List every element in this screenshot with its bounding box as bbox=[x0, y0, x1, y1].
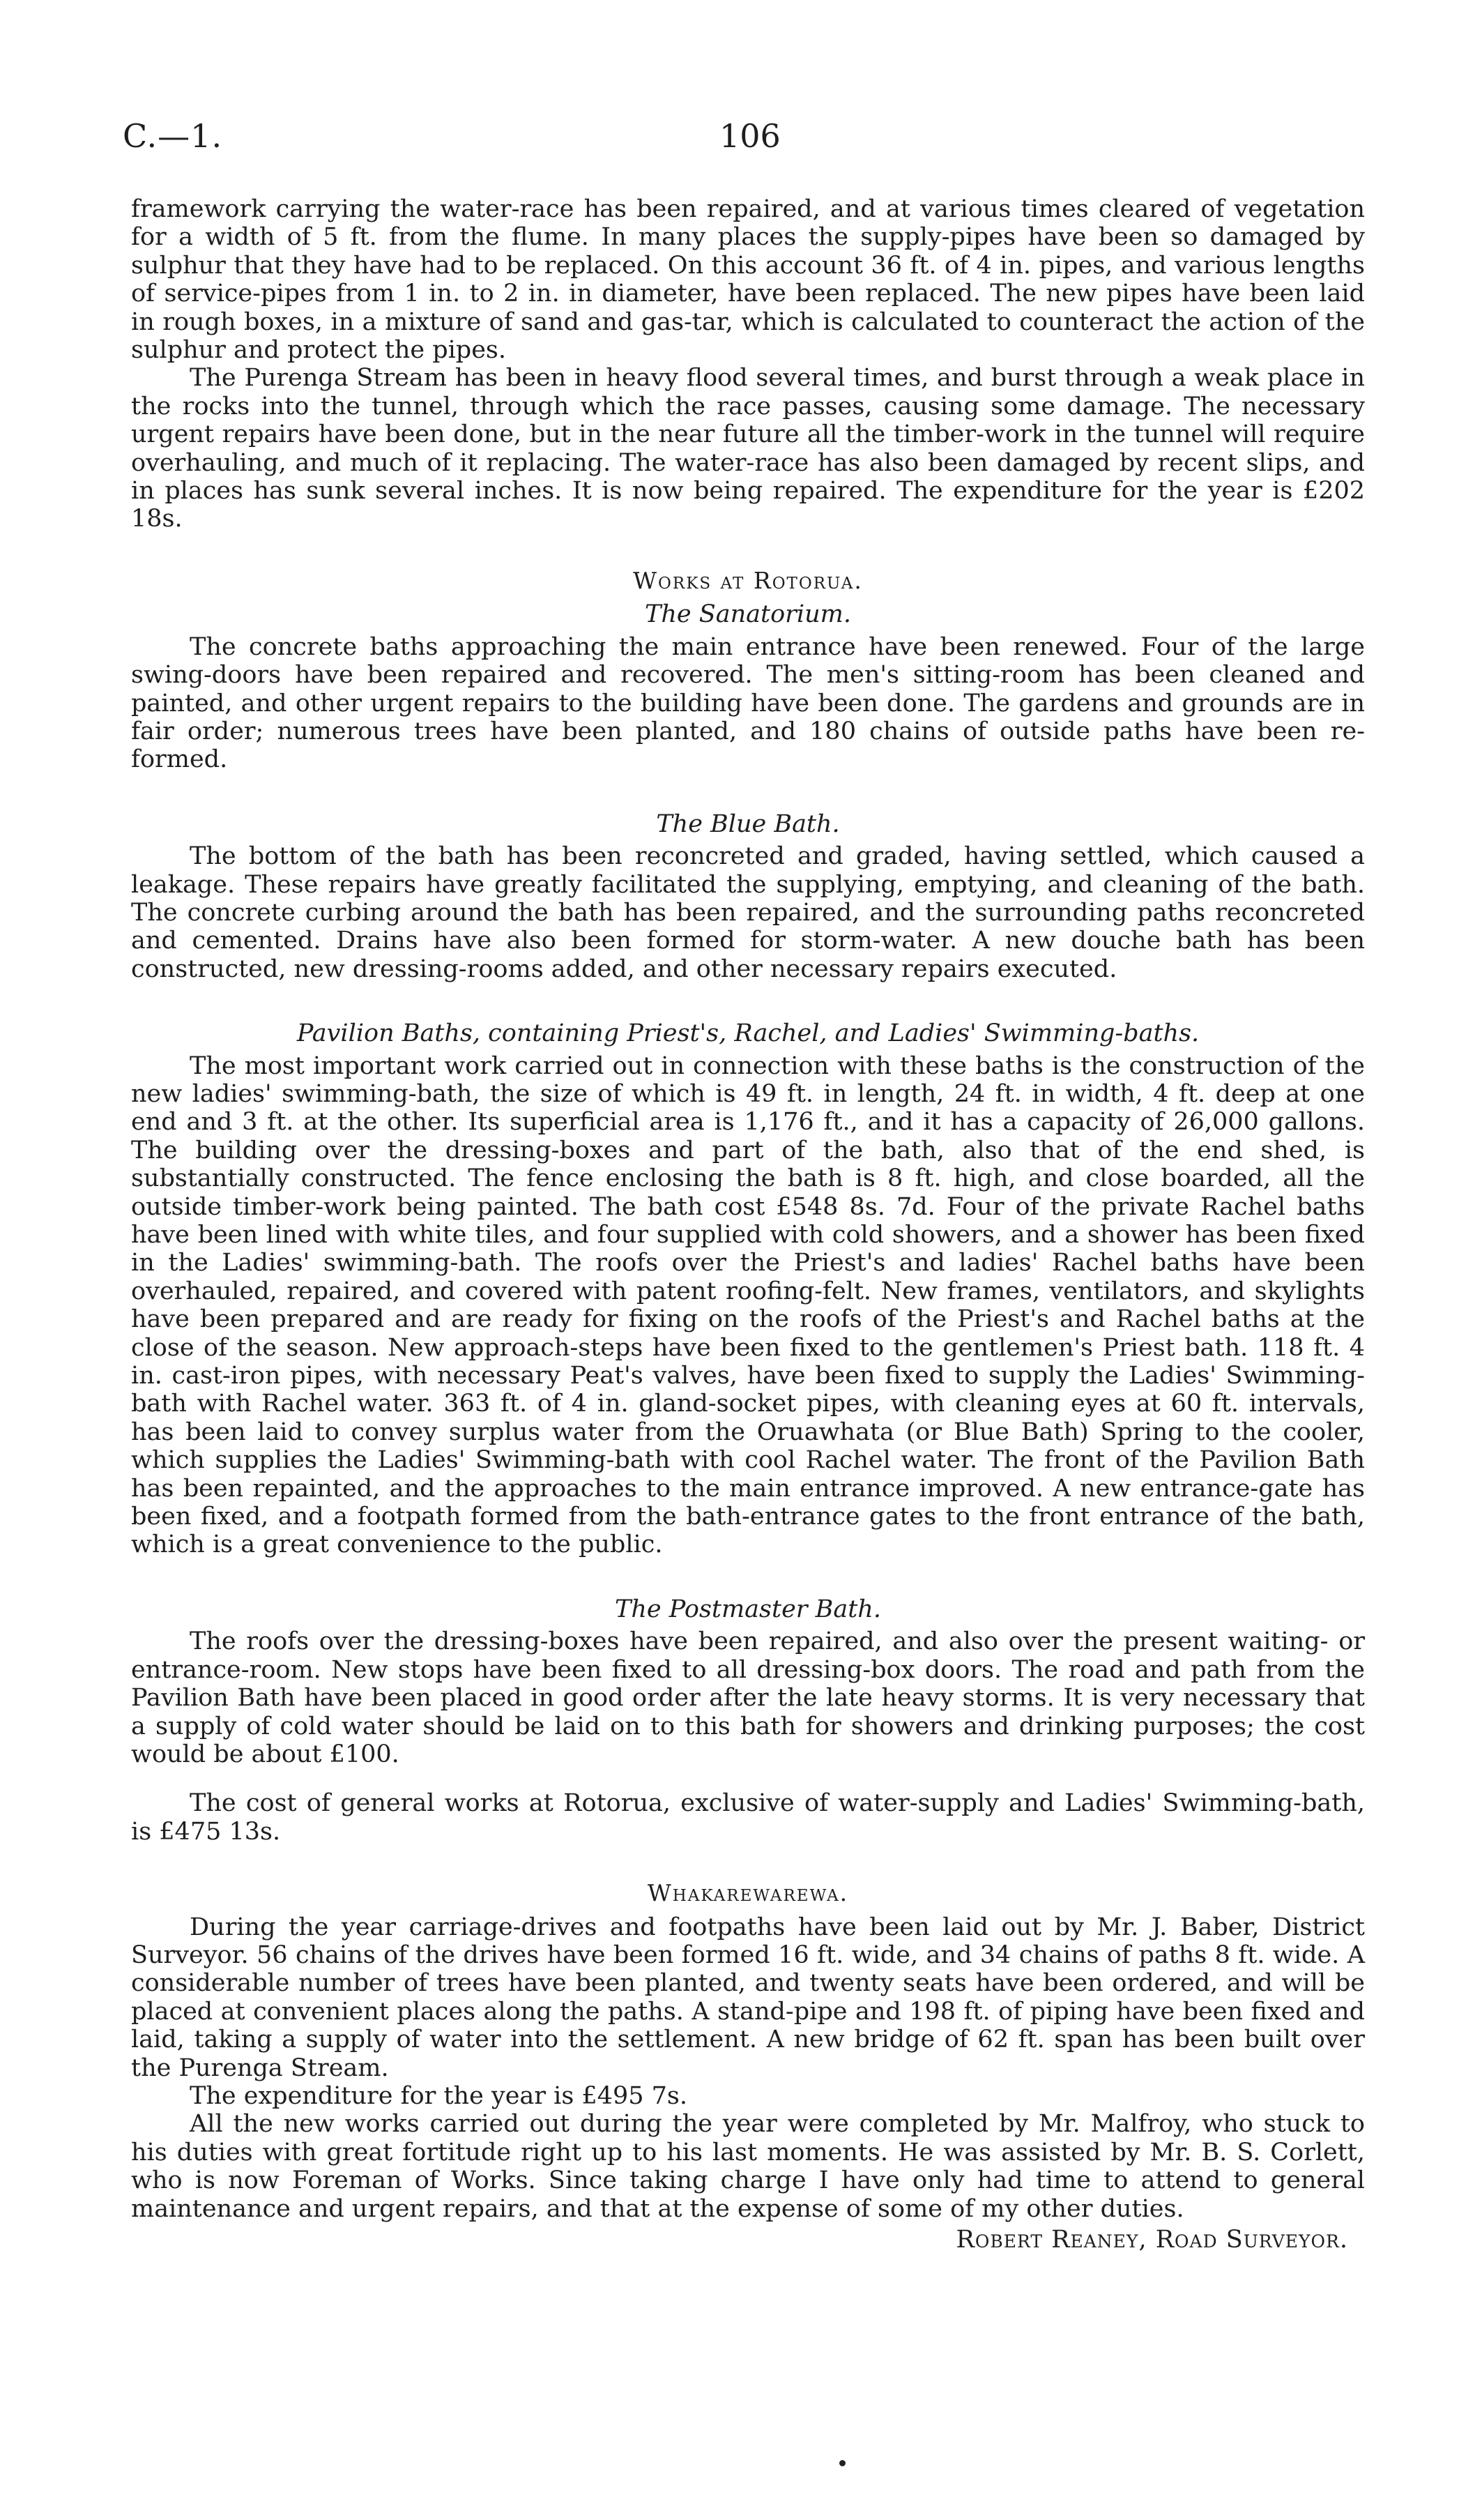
subheading-postmaster-bath: The Postmaster Bath. bbox=[615, 1595, 881, 1623]
intro-paragraph-2: The Purenga Stream has been in heavy flood several times, and burst through a weak place in the rocks into the tunnel, through which the race passes, causing some damage. The necessary urgent repairs have been done, but in the near future all the timber-work in the tunnel will require overhauling, and much of it replacing. The water-race has also been damaged by recent slips, and in places has sunk several inches. It is now being repaired. The expenditure for the year is £202 18s. bbox=[131, 364, 1365, 533]
closing-paragraph: All the new works carried out during the year were completed by Mr. Malfroy, who stuck to his duties with great fortitude right up to his last moments. He was assisted by Mr. B. S. Corlett, who is now Foreman of Works. Since taking charge I have only had time to attend to general maintenance and urgent repairs, and that at the expense of some of my other duties. bbox=[131, 2110, 1365, 2223]
whakarewarewa-expenditure: The expenditure for the year is £495 7s. bbox=[190, 2081, 687, 2110]
document-id: C.—1. bbox=[123, 117, 223, 155]
report-body bbox=[131, 195, 1365, 2254]
intro-paragraph-1: framework carrying the water-race has been repaired, and at various times cleared of vegetation for a width of 5 ft. from the flume. In many places the supply-pipes have been so damaged by sulphur that they have had to be replaced. On this account 36 ft. of 4 in. pipes, and various lengths of service-pipes from 1 in. to 2 in. in diameter, have been replaced. The new pipes have been laid in rough boxes, in a mixture of sand and gas-tar, which is calculated to counteract the action of the sulphur and protect the pipes. bbox=[131, 195, 1365, 365]
page-number: 106 bbox=[719, 117, 781, 155]
signature: Robert Reaney, Road Surveyor. bbox=[956, 2226, 1348, 2254]
pavilion-paragraph: The most important work carried out in connection with these baths is the construction of the new ladies' swimming-bath, the size of which is 49 ft. in length, 24 ft. in width, 4 ft. deep at one end and 3 ft. at the other. Its superficial area is 1,176 ft., and it has a capacity of 26,000 gallons. The building over the dressing-boxes and part of the bath, also that of the end shed, is substantially constructed. The fence enclosing the bath is 8 ft. high, and close boarded, all the outside timber-work being painted. The bath cost £548 8s. 7d. Four of the private Rachel baths have been lined with white tiles, and four supplied with cold showers, and a shower has been fixed in the Ladies' swimming-bath. The roofs over the Priest's and ladies' Rachel baths have been overhauled, repaired, and covered with patent roofing-felt. New frames, ventilators, and skylights have been prepared and are ready for fixing on the roofs of the Priest's and Rachel baths at the close of the season. New approach-steps have been fixed to the gentlemen's Priest bath. 118 ft. 4 in. cast-iron pipes, with necessary Peat's valves, have been fixed to supply the Ladies' Swimming-bath with Rachel water. 363 ft. of 4 in. gland-socket pipes, with cleaning eyes at 60 ft. intervals, has been laid to convey surplus water from the Oruawhata (or Blue Bath) Spring to the cooler, which supplies the Ladies' Swimming-bath with cool Rachel water. The front of the Pavilion Bath has been repainted, and the approaches to the main entrance improved. A new entrance-gate has been fixed, and a footpath formed from the bath-entrance gates to the front entrance of the bath, which is a great convenience to the public. bbox=[131, 1052, 1365, 1559]
page-mark-dot bbox=[839, 2460, 846, 2466]
section-heading-whakarewarewa: Whakarewarewa. bbox=[647, 1879, 849, 1907]
whakarewarewa-paragraph: During the year carriage-drives and footpaths have been laid out by Mr. J. Baber, District Surveyor. 56 chains of the drives have been formed 16 ft. wide, and 34 chains of paths 8 ft. wide. A considerable number of trees have been planted, and twenty seats have been ordered, and will be placed at convenient places along the paths. A stand-pipe and 198 ft. of piping have been fixed and laid, taking a supply of water into the settlement. A new bridge of 62 ft. span has been built over the Purenga Stream. bbox=[131, 1913, 1365, 2082]
section-heading-rotorua: Works at Rotorua. bbox=[633, 566, 863, 594]
subheading-pavilion-baths: Pavilion Baths, containing Priest's, Rachel, and Ladies' Swimming-baths. bbox=[296, 1019, 1200, 1048]
subheading-sanatorium: The Sanatorium. bbox=[645, 600, 851, 629]
sanatorium-paragraph: The concrete baths approaching the main entrance have been renewed. Four of the large swing-doors have been repaired and recovered. The men's sitting-room has been cleaned and painted, and other urgent repairs to the building have been done. The gardens and grounds are in fair order; numerous trees have been planted, and 180 chains of outside paths have been re-formed. bbox=[131, 632, 1365, 774]
postmaster-paragraph: The roofs over the dressing-boxes have been repaired, and also over the present waiting- or entrance-room. New stops have been fixed to all dressing-box doors. The road and path from the Pavilion Bath have been placed in good order after the late heavy storms. It is very necessary that a supply of cold water should be laid on to this bath for showers and drinking purposes; the cost would be about £100. bbox=[131, 1627, 1365, 1768]
page-header bbox=[123, 117, 1384, 166]
blue-bath-paragraph: The bottom of the bath has been reconcreted and graded, having settled, which caused a leakage. These repairs have greatly facilitated the supplying, emptying, and cleaning of the bath. The concrete curbing around the bath has been repaired, and the surrounding paths reconcreted and cemented. Drains have also been formed for storm-water. A new douche bath has been constructed, new dressing-rooms added, and other necessary repairs executed. bbox=[131, 842, 1365, 983]
rotorua-general-cost: The cost of general works at Rotorua, exclusive of water-supply and Ladies' Swimming-bath, is £475 13s. bbox=[131, 1789, 1365, 1846]
subheading-blue-bath: The Blue Bath. bbox=[656, 810, 840, 838]
